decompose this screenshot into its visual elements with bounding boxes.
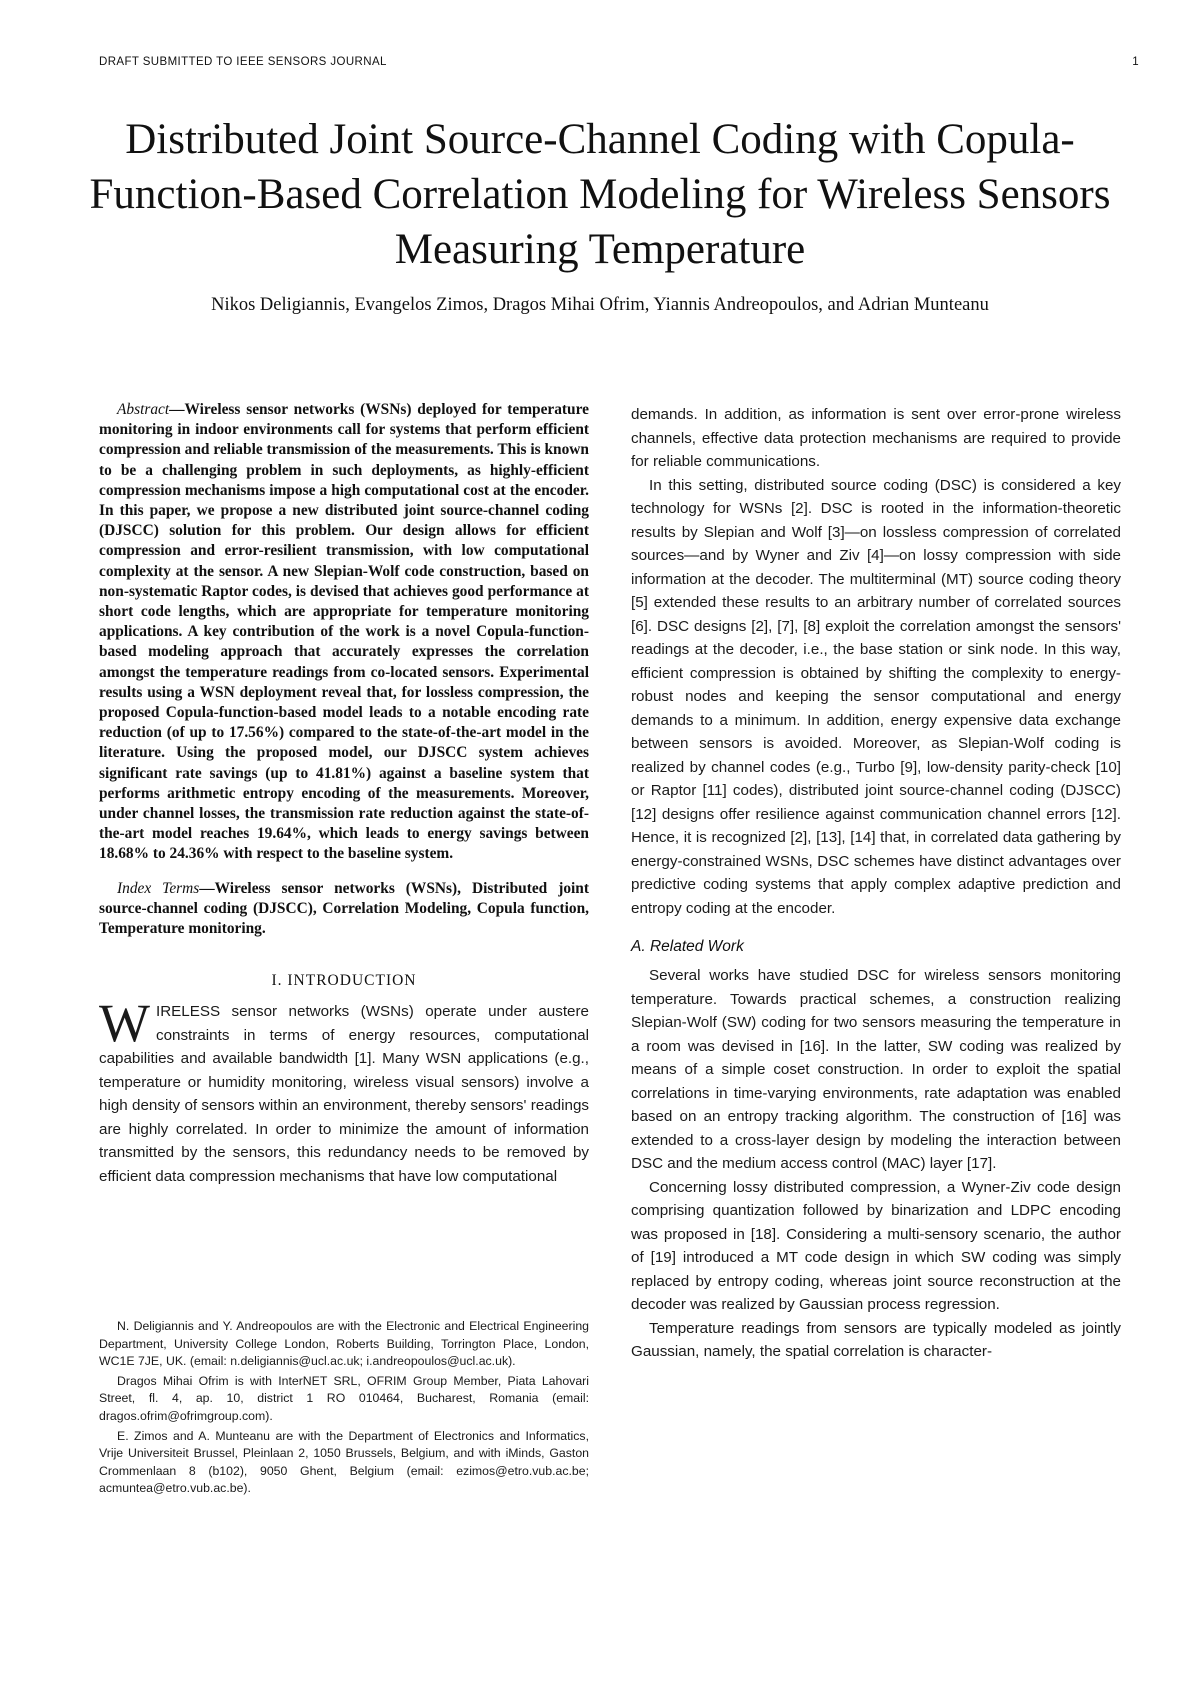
dropcap-letter: W: [99, 993, 150, 1054]
paper-title: Distributed Joint Source-Channel Coding with Copula-Function-Based Correlation Modeling for Wireless Sensors Measuring Temperature: [89, 116, 1111, 273]
footnote-2: Dragos Mihai Ofrim is with InterNET SRL, OFRIM Group Member, Piata Lahovari Street, fl. 4, ap. 10, district 1 RO 010464, Bucharest, Romania (email: dragos.ofrim@ofrimgroup.com).: [99, 1373, 589, 1423]
section-heading-introduction: I. INTRODUCTION: [271, 972, 417, 990]
running-head: [99, 56, 1139, 74]
left-column: [99, 400, 589, 1188]
abstract-lead: Abstract: [117, 401, 170, 418]
subsection-heading-related-work: A. Related Work: [631, 938, 744, 955]
index-terms-lead: Index Terms: [117, 879, 200, 897]
abstract-text: —Wireless sensor networks (WSNs) deployed for temperature monitoring in indoor environments call for systems that perform efficient compression and reliable transmission of the measurements. This is known to be a challenging problem in such deployments, as highly-efficient compression mechanisms impose a high computational cost at the encoder. In this paper, we propose a new distributed joint source-channel coding (DJSCC) solution for this problem. Our design allows for efficient compression and error-resilient transmission, with low computational complexity at the sensor. A new Slepian-Wolf code construction, based on non-systematic Raptor codes, is devised that achieves good performance at short code lengths, which are appropriate for temperature monitoring applications. A key contribution of the work is a novel Copula-function-based modeling approach that accurately expresses the correlation amongst the temperature readings from co-located sensors. Experimental results using a WSN deployment reveal that, for lossless compression, the proposed Copula-function-based model leads to a notable encoding rate reduction (of up to 17.56%) compared to the state-of-the-art model in the literature. Using the proposed model, our DJSCC system achieves significant rate savings (up to 41.81%) against a baseline system that performs arithmetic entropy encoding of the measurements. Moreover, under channel losses, the transmission rate reduction against the state-of-the-art model reaches 19.64%, which leads to energy savings between 18.68% to 24.36% with respect to the baseline system.: [99, 401, 589, 863]
introduction-paragraph: [99, 993, 589, 1188]
footnote-1: N. Deligiannis and Y. Andreopoulos are with the Electronic and Electrical Engineering Department, University College London, Roberts Building, Torrington Place, London, WC1E 7JE, UK. (email: n.deligiannis@ucl.ac.uk; i.andreopoulos@ucl.ac.uk).: [99, 1319, 589, 1369]
continuation-paragraph: demands. In addition, as information is sent over error-prone wireless channels, effective data protection mechanisms are required to provide for reliable communications.: [631, 406, 1121, 470]
page-number: 1: [1132, 56, 1139, 68]
footnote-3: E. Zimos and A. Munteanu are with the Department of Electronics and Informatics, Vrije Universiteit Brussel, Pleinlaan 2, 1050 Brussels, Belgium, and with iMinds, Gaston Crommenlaan 8 (b102), 9050 Ghent, Belgium (email: ezimos@etro.vub.ac.be; acmuntea@etro.vub.ac.be).: [99, 1428, 589, 1496]
related-work-paragraph-2: Concerning lossy distributed compression, a Wyner-Ziv code design comprising quantization followed by binarization and LDPC encoding was proposed in [18]. Considering a multi-sensory scenario, the author of [19] introduced a MT code design in which SW coding was simply replaced by entropy coding, whereas joint source reconstruction at the decoder was realized by Gaussian process regression.: [631, 1178, 1121, 1313]
right-column: [631, 403, 1121, 1364]
author-footnotes: [99, 1318, 589, 1500]
journal-name: DRAFT SUBMITTED TO IEEE SENSORS JOURNAL: [99, 56, 387, 68]
related-work-paragraph-1: Several works have studied DSC for wireless sensors monitoring temperature. Towards practical schemes, a construction realizing Slepian-Wolf (SW) coding for two sensors measuring the temperature in a room was devised in [16]. In the latter, SW coding was realized by means of a simple coset construction. In order to exploit the spatial correlations in time-varying environments, rate adaptation was enabled based on an entropy tracking algorithm. The construction of [16] was extended to a cross-layer design by modeling the interaction between DSC and the medium access control (MAC) layer [17].: [631, 967, 1121, 1172]
introduction-text: IRELESS sensor networks (WSNs) operate under austere constraints in terms of energy resources, computational capabilities and available bandwidth [1]. Many WSN applications (e.g., temperature or humidity monitoring, wireless visual sensors) involve a high density of sensors within an environment, thereby sensors' readings are highly correlated. In order to minimize the amount of information transmitted by the sensors, this redundancy needs to be removed by efficient data compression mechanisms that have low computational: [99, 1003, 589, 1185]
index-terms-text: —Wireless sensor networks (WSNs), Distributed joint source-channel coding (DJSCC), Correlation Modeling, Copula function, Temperature monitoring.: [99, 879, 589, 938]
related-work-paragraph-3: Temperature readings from sensors are typically modeled as jointly Gaussian, namely, the spatial correlation is character-: [631, 1319, 1121, 1360]
author-list: Nikos Deligiannis, Evangelos Zimos, Dragos Mihai Ofrim, Yiannis Andreopoulos, and Adrian Munteanu: [211, 295, 989, 315]
index-terms: [99, 879, 589, 940]
dsc-paragraph: In this setting, distributed source coding (DSC) is considered a key technology for WSNs [2]. DSC is rooted in the information-theoretic results by Slepian and Wolf [3]—on lossless compression of correlated sources—and by Wyner and Ziv [4]—on lossy compression with side information at the decoder. The multiterminal (MT) source coding theory [5] extended these results to an arbitrary number of correlated sources [6]. DSC designs [2], [7], [8] exploit the correlation amongst the sensors' readings at the decoder, i.e., the base station or sink node. In this way, efficient compression is obtained by shifting the complexity to energy-robust nodes and keeping the sensor computational and energy demands to a minimum. In addition, energy expensive data exchange between sensors is avoided. Moreover, as Slepian-Wolf coding is realized by channel codes (e.g., Turbo [9], low-density parity-check [10] or Raptor [11] codes), distributed joint source-channel coding (DJSCC) [12] designs offer resilience against communication channel errors [12]. Hence, it is recognized [2], [13], [14] that, in correlated data gathering by energy-constrained WSNs, DSC schemes have distinct advantages over predictive coding systems that apply complex adaptive prediction and entropy coding at the encoder.: [631, 476, 1121, 917]
abstract: [99, 400, 589, 865]
